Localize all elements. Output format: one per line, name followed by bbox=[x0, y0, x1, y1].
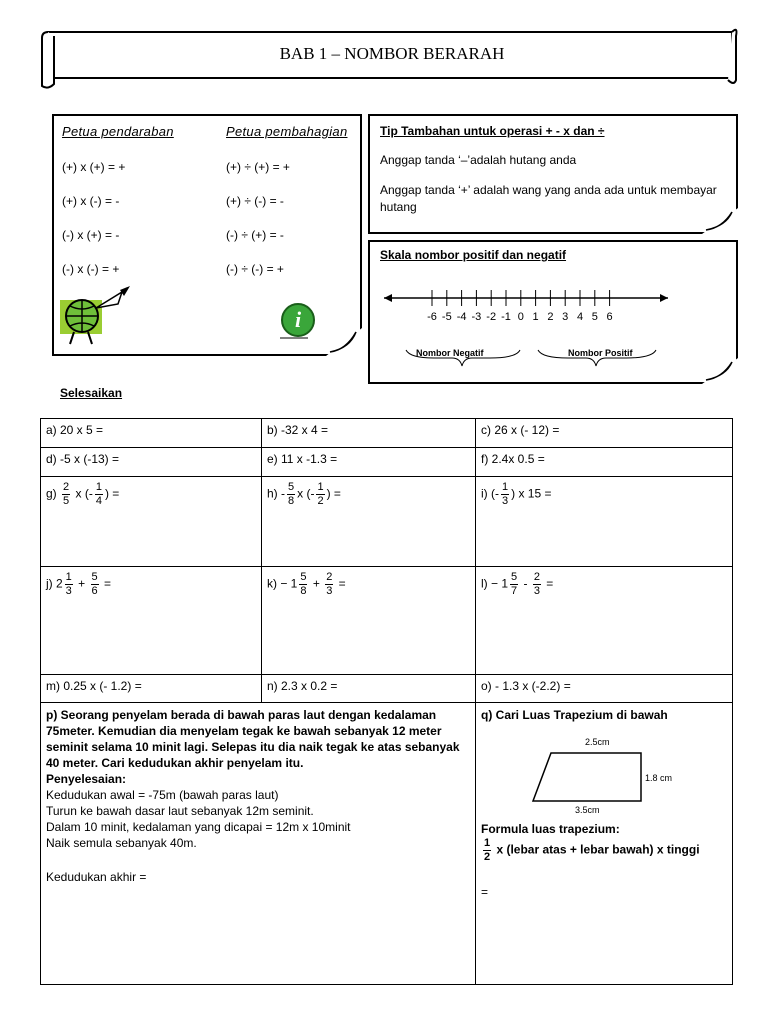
question-p-solution-heading: Penyelesaian: bbox=[46, 772, 127, 786]
question-h: h) - $\frac{5}{8}$ x (- $\frac{1}{2}$ ) = bbox=[262, 477, 476, 567]
division-rules-heading: Petua pembahagian bbox=[226, 124, 348, 139]
number-line-label: 6 bbox=[606, 311, 613, 323]
number-line-label: -1 bbox=[501, 311, 511, 323]
question-k: k) − 1 $\frac{5}{8}$ + $\frac{2}{3}$ = bbox=[262, 567, 476, 675]
question-b: b) -32 x 4 = bbox=[262, 419, 476, 448]
question-p-final: Kedudukan akhir = bbox=[46, 870, 147, 884]
number-line-label: 0 bbox=[517, 311, 524, 323]
number-line-label: -3 bbox=[471, 311, 482, 323]
info-icon bbox=[278, 300, 318, 340]
question-q-answer: = bbox=[481, 885, 489, 899]
division-rule: (-) ÷ (+) = - bbox=[226, 228, 284, 242]
trapezium-diagram bbox=[481, 723, 721, 813]
question-o: o) - 1.3 x (-2.2) = bbox=[476, 675, 733, 703]
svg-text:2.5cm: 2.5cm bbox=[585, 737, 610, 747]
svg-text:3.5cm: 3.5cm bbox=[575, 805, 600, 813]
formula-heading: Formula luas trapezium: bbox=[481, 822, 620, 836]
page-curl-decoration bbox=[702, 208, 738, 234]
division-rule: (-) ÷ (-) = + bbox=[226, 262, 284, 276]
multiplication-rules-heading: Petua pendaraban bbox=[62, 124, 174, 139]
question-a: a) 20 x 5 = bbox=[41, 419, 262, 448]
page-curl-decoration bbox=[702, 358, 738, 384]
question-g: g) $\frac{2}{5}$ x (- $\frac{1}{4}$ ) = bbox=[41, 477, 262, 567]
tip-heading: Tip Tambahan untuk operasi + - x dan ÷ bbox=[380, 124, 605, 138]
number-line-label: -2 bbox=[486, 311, 497, 323]
question-n: n) 2.3 x 0.2 = bbox=[262, 675, 476, 703]
svg-text:1.8 cm: 1.8 cm bbox=[645, 773, 673, 783]
question-f: f) 2.4x 0.5 = bbox=[476, 448, 733, 477]
number-line-label: -5 bbox=[441, 311, 452, 323]
worksheet-table bbox=[40, 418, 733, 985]
tip-line-plus: Anggap tanda ‘+’ adalah wang yang anda ada untuk membayar hutang bbox=[380, 183, 717, 214]
question-p-text: p) Seorang penyelam berada di bawah paras laut dengan kedalaman 75meter. Kemudian dia menyelam tegak ke bawah sebanyak 12 meter seminit selama 10 minit lagi. Selepas itu dia naik tegak ke atas sebanyak 40 meter. Cari kedudukan akhir penyelam itu. bbox=[46, 708, 460, 770]
page-curl-decoration bbox=[326, 328, 362, 356]
question-c: c) 26 x (- 12) = bbox=[476, 419, 733, 448]
question-m: m) 0.25 x (- 1.2) = bbox=[41, 675, 262, 703]
question-j: j) 2 $\frac{1}{3}$ + $\frac{5}{6}$ = bbox=[41, 567, 262, 675]
question-e: e) 11 x -1.3 = bbox=[262, 448, 476, 477]
multiplication-rule: (-) x (-) = + bbox=[62, 262, 120, 276]
sign-rules-panel bbox=[52, 114, 362, 356]
negative-numbers-label: Nombor Negatif bbox=[416, 348, 484, 358]
division-rule: (+) ÷ (-) = - bbox=[226, 194, 284, 208]
question-q-text: q) Cari Luas Trapezium di bawah bbox=[481, 708, 668, 722]
question-p-step: Turun ke bawah dasar laut sebanyak 12m seminit. bbox=[46, 804, 314, 818]
positive-numbers-label: Nombor Positif bbox=[568, 348, 633, 358]
question-q bbox=[476, 703, 733, 985]
arrow-right-icon bbox=[660, 294, 668, 302]
multiplication-rule: (+) x (+) = + bbox=[62, 160, 126, 174]
question-i: i) (- $\frac{1}{3}$ ) x 15 = bbox=[476, 477, 733, 567]
tip-line-minus: Anggap tanda ‘–’adalah hutang anda bbox=[380, 153, 577, 167]
division-rule: (+) ÷ (+) = + bbox=[226, 160, 290, 174]
multiplication-rule: (+) x (-) = - bbox=[62, 194, 120, 208]
question-p-step: Dalam 10 minit, kedalaman yang dicapai = 12m x 10minit bbox=[46, 820, 351, 834]
globe-rocket-icon bbox=[60, 284, 140, 348]
number-line-label: 5 bbox=[591, 311, 598, 323]
number-line-label: 2 bbox=[547, 311, 554, 323]
number-line-label: 1 bbox=[532, 311, 539, 323]
question-p bbox=[41, 703, 476, 985]
number-line-label: -6 bbox=[427, 311, 437, 323]
arrow-left-icon bbox=[384, 294, 392, 302]
number-line-label: 4 bbox=[576, 311, 584, 323]
question-d: d) -5 x (-13) = bbox=[41, 448, 262, 477]
multiplication-rule: (-) x (+) = - bbox=[62, 228, 120, 242]
number-line-label: 3 bbox=[562, 311, 569, 323]
page-title: BAB 1 – NOMBOR BERARAH bbox=[279, 44, 505, 63]
tip-panel bbox=[368, 114, 738, 234]
number-line-panel bbox=[368, 240, 738, 384]
number-line-label: -4 bbox=[456, 311, 467, 323]
svg-text:i: i bbox=[294, 307, 302, 332]
trapezium-formula: $\frac{1}{2}$ x (lebar atas + lebar bawah) x tinggi bbox=[484, 837, 700, 863]
instruction-label: Selesaikan bbox=[60, 386, 123, 400]
question-l: l) − 1 $\frac{5}{7}$ - $\frac{2}{3}$ = bbox=[476, 567, 733, 675]
scale-heading: Skala nombor positif dan negatif bbox=[380, 248, 567, 262]
question-p-step: Kedudukan awal = -75m (bawah paras laut) bbox=[46, 788, 279, 802]
question-p-step: Naik semula sebanyak 40m. bbox=[46, 836, 197, 850]
